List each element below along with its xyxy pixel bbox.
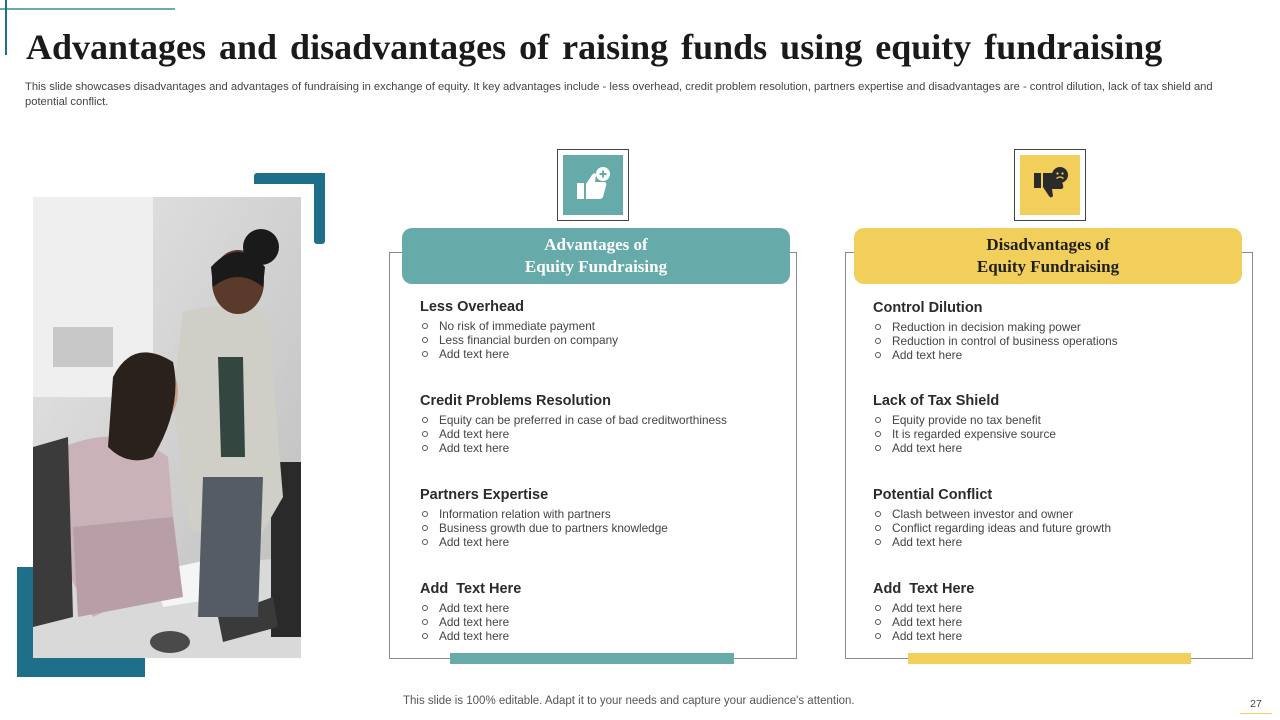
disadvantage-section-title: Lack of Tax Shield	[873, 393, 1000, 409]
disadvantage-section	[873, 581, 1233, 643]
list-item: Add text here	[420, 441, 780, 455]
list-item: Add text here	[420, 615, 780, 629]
advantages-heading-line1: Advantages of	[544, 235, 648, 254]
list-item: Add text here	[420, 347, 780, 361]
disadvantages-icon-frame	[1014, 149, 1086, 221]
thumbs-up-plus-icon	[573, 165, 613, 205]
page-number: 27	[1240, 698, 1272, 714]
list-item: Add text here	[873, 535, 1233, 549]
list-item: Add text here	[873, 615, 1233, 629]
corner-accent-line-vertical	[5, 0, 7, 55]
list-item: Add text here	[873, 348, 1233, 362]
disadvantage-section-title: Control Dilution	[873, 300, 983, 316]
disadvantage-section-title: Potential Conflict	[873, 487, 993, 503]
list-item: Add text here	[873, 441, 1233, 455]
list-item: Add text here	[420, 535, 780, 549]
advantage-section	[420, 581, 780, 643]
photo-illustration	[33, 197, 301, 658]
disadvantages-heading	[854, 228, 1242, 284]
slide-footer: This slide is 100% editable. Adapt it to your needs and capture your audience's attention.	[403, 695, 855, 707]
disadvantages-icon-tile	[1020, 155, 1080, 215]
photo-bracket-top-vertical	[314, 173, 325, 244]
list-item: Information relation with partners	[420, 507, 780, 521]
list-item: Add text here	[873, 629, 1233, 643]
list-item: Reduction in decision making power	[873, 320, 1233, 334]
list-item: Add text here	[420, 427, 780, 441]
disadvantages-bottom-accent	[908, 653, 1191, 664]
advantages-heading-line2: Equity Fundraising	[524, 257, 668, 276]
list-item: Reduction in control of business operations	[873, 334, 1233, 348]
advantages-heading	[402, 228, 790, 284]
list-item: Equity can be preferred in case of bad creditworthiness	[420, 413, 780, 427]
advantages-icon-frame	[557, 149, 629, 221]
slide-title: Advantages and disadvantages of raising funds using equity fundraising	[26, 27, 1163, 67]
disadvantage-section-title: Add Text Here	[873, 581, 975, 597]
list-item: Add text here	[873, 601, 1233, 615]
advantage-section-title: Partners Expertise	[420, 487, 549, 503]
list-item: Add text here	[420, 601, 780, 615]
list-item: It is regarded expensive source	[873, 427, 1233, 441]
list-item: Add text here	[420, 629, 780, 643]
disadvantage-section	[873, 300, 1233, 362]
advantage-section-title: Less Overhead	[420, 299, 524, 315]
list-item: Clash between investor and owner	[873, 507, 1233, 521]
disadvantage-section	[873, 487, 1233, 549]
advantage-section-title: Add Text Here	[420, 581, 522, 597]
thumbs-down-sad-icon	[1030, 165, 1070, 205]
list-item: No risk of immediate payment	[420, 319, 780, 333]
advantage-section	[420, 299, 780, 361]
list-item: Conflict regarding ideas and future growth	[873, 521, 1233, 535]
disadvantages-heading-line1: Disadvantages of	[986, 235, 1110, 254]
office-meeting-photo	[33, 197, 301, 658]
advantage-section-title: Credit Problems Resolution	[420, 393, 611, 409]
advantages-bottom-accent	[450, 653, 734, 664]
disadvantages-heading-line2: Equity Fundraising	[976, 257, 1120, 276]
corner-accent-line	[0, 8, 175, 10]
disadvantage-section	[873, 393, 1233, 455]
advantages-icon-tile	[563, 155, 623, 215]
photo-bracket-bottom	[17, 658, 145, 677]
advantage-section	[420, 487, 780, 549]
list-item: Less financial burden on company	[420, 333, 780, 347]
list-item: Equity provide no tax benefit	[873, 413, 1233, 427]
list-item: Business growth due to partners knowledge	[420, 521, 780, 535]
advantage-section	[420, 393, 780, 455]
slide-subtitle: This slide showcases disadvantages and advantages of fundraising in exchange of equity. It key advantages include - less overhead, credit problem resolution, partners expertise and disadvantages are - control dilution, lack of tax shield and potential conflict.	[25, 81, 1213, 108]
